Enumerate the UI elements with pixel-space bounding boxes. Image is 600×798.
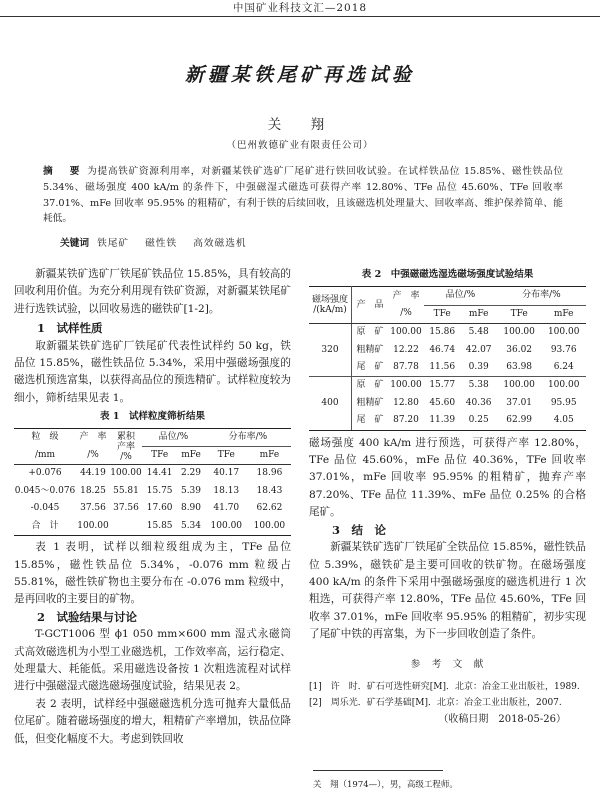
cell: 100.00 — [77, 520, 109, 531]
abstract — [43, 164, 563, 227]
cell: 37.01 — [506, 397, 533, 408]
cell: 46.74 — [429, 344, 456, 355]
cell: 44.19 — [80, 468, 106, 479]
keywords — [60, 235, 263, 249]
cell: 100.00 — [210, 520, 243, 531]
cell: 粗精矿 — [356, 397, 384, 408]
t2-h-grade: 品位/% — [424, 287, 497, 305]
t1-h-mfe: mFe — [181, 450, 201, 461]
cell: 45.60 — [429, 397, 456, 408]
keyword-item: 高效磁选机 — [193, 238, 247, 249]
t2-h-field-unit: /(kA/m) — [313, 305, 347, 316]
equipment-paragraph: T-GCT1006 型 ϕ1 050 mm×600 mm 湿式永磁筒式高效磁选机为小型工业磁选机，工作效率高，运行稳定、处理量大、耗能低。采用磁选设备按 1 次粗选流程对试样进行中强磁湿式磁选磁场强度试验，结果见表 2。 — [14, 628, 291, 693]
sample-paragraph: 取新疆某铁矿选矿厂铁尾矿代表性试样约 50 kg，铁品位 15.85%，磁性铁品位 5.34%，采用中强磁场强度的磁选机预选富集，以获得高品位的预选精矿。试样粒度较为细小，筛析结果见表 1。 — [14, 339, 291, 404]
cell: 5.38 — [468, 380, 489, 391]
table-1-discussion: 表 1 表明，试样以细粒级组成为主，TFe 品位 15.85%，磁性铁品位 5.34%，-0.076 mm 粒级占 55.81%，磁性铁矿物也主要分布在 -0.076 mm 粒级中，是再回收的主要目的矿物。 — [14, 541, 291, 606]
cell: 95.95 — [550, 397, 577, 408]
cell: 55.81 — [113, 485, 139, 496]
t2-h-yield-unit: /% — [400, 308, 412, 319]
cell: 40.17 — [213, 468, 240, 479]
cell: 41.70 — [213, 503, 240, 514]
results-paragraph: 磁场强度 400 kA/m 进行预选，可获得产率 12.80%，TFe 品位 45.60%，mFe 品位 40.36%，TFe 回收率 37.01%，mFe 回收率 95.95% 的粗精矿，抛弃产率 87.20%、TFe 品位 11.39%、mFe 品位 0.25% 的合格尾矿。 — [309, 436, 586, 519]
cell: 15.77 — [429, 380, 456, 391]
table-2-discussion: 表 2 表明，试样经中强磁磁选机分选可抛弃大量低品位尾矿。随着磁场强度的增大，粗精矿产率增加，铁品位降低，但变化幅度不大。考虑到铁回收 — [14, 697, 291, 745]
cell: 2.29 — [180, 468, 202, 479]
cell: 12.22 — [393, 344, 419, 355]
cell: 87.78 — [393, 362, 419, 373]
t2-h-product: 产 品 — [352, 287, 389, 324]
cell: 4.05 — [553, 415, 574, 426]
t2-h-tfe: TFe — [433, 308, 451, 319]
cell: 5.48 — [468, 327, 489, 338]
intro-paragraph: 新疆某铁矿选矿厂铁尾矿铁品位 15.85%，具有较高的回收利用价值。为充分利用现有铁矿资源，对新疆某铁尾矿进行选铁试验，以回收易选的磁铁矿[1-2]。 — [14, 268, 291, 315]
cell: 8.90 — [180, 503, 202, 514]
cell: 100.00 — [547, 327, 580, 338]
references-list — [309, 679, 586, 711]
keywords-label: 关键词 — [60, 238, 90, 249]
cell: 100.00 — [390, 380, 422, 391]
table-row — [14, 500, 291, 517]
table-row — [14, 518, 291, 536]
cell: 6.24 — [553, 362, 574, 373]
cell: 100.00 — [503, 380, 535, 391]
cell: 尾 矿 — [356, 362, 384, 373]
cell: 100.00 — [253, 520, 286, 531]
section-2-heading: 2 试验结果与讨论 — [37, 609, 138, 624]
section-1-heading: 1 试样性质 — [37, 321, 103, 336]
abstract-text: 为提高铁矿资源利用率，对新疆某铁矿选矿厂尾矿进行铁回收试验。在试样铁品位 15.85%、磁性铁品位 5.34%、磁场强度 400 kA/m 的条件下，中强磁湿式磁选可获得产率 12.80%、TFe 品位 45.60%、TFe 回收率 37.01%、mFe 回收率 95.95% 的粗精矿，有利于铁的后续回收，且该磁选机处理量大、回收率高、维护保养简单、能耗低。 — [43, 166, 564, 225]
cell-field-400: 400 — [309, 377, 352, 430]
cell: 62.62 — [256, 503, 283, 514]
cell: 0.045～0.076 — [14, 485, 76, 496]
references-title: 参 考 文 献 — [410, 658, 485, 670]
t1-h-yield: 产 率 — [79, 432, 107, 443]
cell: 18.25 — [80, 485, 106, 496]
table-2-caption: 表 2 中强磁磁选湿选磁场强度试验结果 — [361, 269, 534, 280]
table-row — [309, 395, 586, 412]
cell: 15.85 — [146, 520, 173, 531]
cell: 63.98 — [506, 362, 533, 373]
header-rule — [0, 16, 600, 17]
cell — [110, 518, 142, 536]
table-row — [309, 412, 586, 430]
t1-h-tfe: TFe — [151, 450, 169, 461]
cell: 93.76 — [550, 344, 577, 355]
cell: 粗精矿 — [356, 344, 384, 355]
cell: 11.56 — [429, 362, 456, 373]
table-row — [309, 359, 586, 377]
table-row — [309, 377, 586, 395]
footnote-rule — [313, 770, 443, 771]
t1-h-tfe2: TFe — [217, 450, 235, 461]
t1-h-cum2: 产率 — [116, 441, 135, 452]
cell: 15.75 — [146, 485, 173, 496]
cell: 37.56 — [113, 503, 139, 514]
journal-header: 中国矿业科技文汇—2018 — [232, 2, 368, 14]
t2-h-dist: 分布率/% — [497, 287, 586, 305]
t1-h-cum-unit: /% — [120, 451, 132, 462]
table-row — [309, 324, 586, 342]
table-1-caption: 表 1 试样粒度筛析结果 — [100, 411, 205, 423]
cell: 14.41 — [146, 468, 173, 479]
author-footnote: 关 翔（1974—），男，高级工程师。 — [313, 780, 458, 790]
table-row — [14, 483, 291, 500]
cell: 40.36 — [465, 397, 492, 408]
cell: 18.13 — [213, 485, 240, 496]
cell: 100.00 — [110, 468, 142, 479]
cell: 原 矿 — [356, 327, 384, 338]
table-2 — [309, 286, 586, 430]
cell: 15.86 — [429, 327, 456, 338]
t1-h-yield-unit: /% — [87, 449, 99, 460]
right-column — [309, 266, 586, 728]
cell: 5.34 — [180, 520, 202, 531]
table-row — [309, 342, 586, 359]
cell: 100.00 — [503, 327, 535, 338]
reference-item: [1] 许 时．矿石可选性研究[M]．北京：冶金工业出版社，1989. — [309, 681, 580, 692]
cell: 17.60 — [146, 503, 173, 514]
cell: 100.00 — [390, 327, 422, 338]
cell: 87.20 — [393, 415, 419, 426]
cell: 12.80 — [393, 397, 419, 408]
keyword-item: 磁性铁 — [145, 238, 178, 249]
cell-field-320: 320 — [309, 324, 352, 377]
t1-h-grain: 粒 级 — [31, 432, 59, 443]
cell: 尾 矿 — [356, 415, 384, 426]
section-3-heading: 3 结 论 — [332, 522, 387, 537]
cell: +0.076 — [28, 468, 62, 479]
cell: 原 矿 — [356, 380, 384, 391]
table-row — [14, 465, 291, 483]
t1-h-cum: 累积 — [116, 431, 135, 442]
cell: 37.56 — [80, 503, 106, 514]
cell: 5.39 — [180, 485, 202, 496]
t1-h-dist: 分布率/% — [205, 428, 291, 446]
t2-h-yield: 产 率 — [392, 290, 420, 301]
cell: 36.02 — [506, 344, 533, 355]
author-name: 关 翔 — [267, 117, 333, 133]
cell: 合 计 — [31, 520, 59, 531]
cell: 18.96 — [256, 468, 283, 479]
t2-h-field: 磁场强度 — [311, 295, 348, 306]
t2-h-mfe2: mFe — [553, 308, 574, 319]
keyword-item: 铁尾矿 — [97, 238, 130, 249]
author-affiliation: （巴州敦德矿业有限责任公司） — [226, 140, 374, 151]
received-date: （收稿日期 2018-05-26） — [438, 713, 566, 725]
cell: 0.25 — [468, 415, 489, 426]
cell: 11.39 — [429, 415, 456, 426]
conclusion-paragraph: 新疆某铁矿选矿厂铁尾矿全铁品位 15.85%，磁性铁品位 5.39%，磁铁矿是主要可回收的铁矿物。在磁场强度 400 kA/m 的条件下采用中强磁场强度的磁选机进行 1 次粗选，可获得产率 12.80%，TFe 品位 45.60%，TFe 回收率 37.01%，mFe 回收率 95.95% 的粗精矿，初步实现了尾矿中铁的再富集，为下一步回收创造了条件。 — [309, 541, 586, 641]
table-1 — [14, 428, 291, 536]
article-title: 新疆某铁尾矿再选试验 — [184, 64, 415, 86]
cell: -0.045 — [30, 503, 60, 514]
cell: 0.39 — [468, 362, 489, 373]
reference-item: [2] 周乐光．矿石学基础[M]．北京：冶金工业出版社，2007. — [309, 697, 562, 708]
t2-h-tfe2: TFe — [510, 308, 528, 319]
left-column — [14, 266, 291, 748]
t1-h-grain-unit: /mm — [34, 449, 56, 460]
cell: 42.07 — [465, 344, 492, 355]
t1-h-mfe2: mFe — [259, 450, 280, 461]
t1-h-grade: 品位/% — [142, 428, 205, 446]
abstract-label: 摘 要 — [43, 166, 84, 177]
cell: 18.43 — [256, 485, 283, 496]
cell: 62.99 — [506, 415, 533, 426]
cell: 100.00 — [547, 380, 580, 391]
t2-h-mfe: mFe — [468, 308, 489, 319]
